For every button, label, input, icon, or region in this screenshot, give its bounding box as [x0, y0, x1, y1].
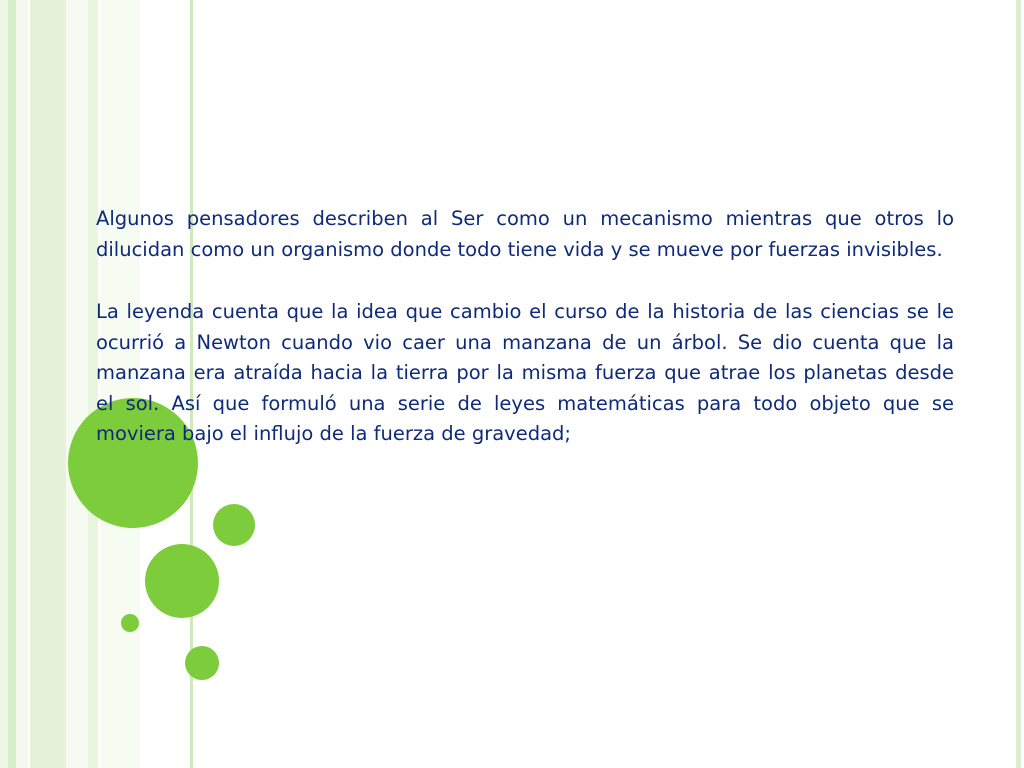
decorative-circle-small [185, 646, 219, 680]
paragraph-newton: La leyenda cuenta que la idea que cambio el curso de la historia de las ciencias se le ocurrió a Newton cuando vio caer una manzana de un árbol. Se dio cuenta que la manzana era atraída hacia la tierra por la misma fuerza que atrae los planetas desde el sol. Así que formuló una serie de leyes matemáticas para todo objeto que se moviera bajo el influjo de la fuerza de gravedad; [96, 300, 954, 445]
decorative-circle-small [213, 504, 255, 546]
decorative-circle-medium [145, 544, 219, 618]
decorative-stripe [30, 0, 66, 768]
decorative-stripe [16, 0, 28, 768]
decorative-stripe [8, 0, 16, 768]
paragraph-mechanism: Algunos pensadores describen al Ser como un mecanismo mientras que otros lo dilucidan como un organismo donde todo tiene vida y se mueve por fuerzas invisibles. [96, 207, 954, 261]
decorative-circle-tiny [121, 614, 139, 632]
slide-body [96, 204, 954, 482]
decorative-line [1016, 0, 1021, 768]
decorative-stripe [66, 0, 88, 768]
decorative-stripe [0, 0, 8, 768]
